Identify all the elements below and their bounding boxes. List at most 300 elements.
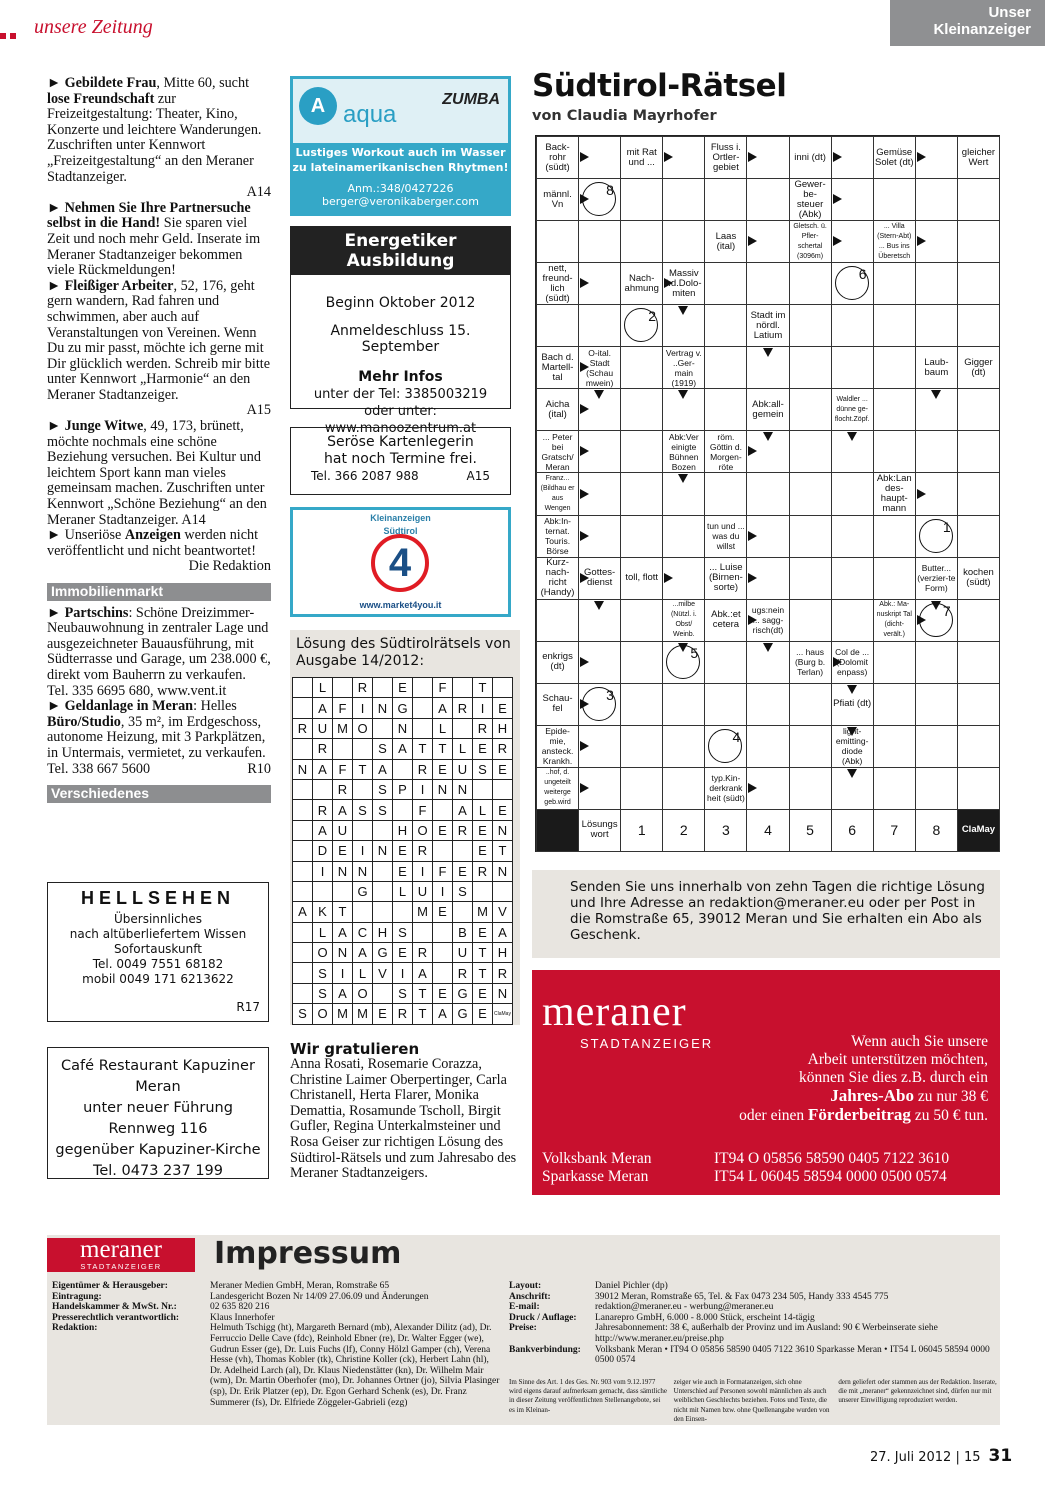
solution-cell: T	[353, 759, 373, 779]
abo-bold: Förderbeitrag	[808, 1105, 911, 1124]
solution-cell: E	[333, 841, 353, 861]
puzzle-credit: ClaMay	[957, 809, 1000, 852]
clue-cell: Nach-ahmung	[620, 262, 663, 305]
solution-cell: N	[333, 861, 353, 881]
answer-cell[interactable]	[873, 557, 916, 600]
clue-cell: tun und ... was du willst	[704, 515, 747, 558]
answer-cell[interactable]	[620, 388, 663, 431]
answer-cell[interactable]	[789, 515, 832, 558]
arrow-right-icon	[748, 573, 757, 583]
arrow-right-icon	[748, 152, 757, 162]
answer-cell[interactable]	[873, 725, 916, 768]
kapuziner-line: gegenüber Kapuziner-Kirche	[55, 1142, 261, 1158]
arrow-down-icon	[763, 643, 773, 652]
clue-cell: Abk:In-ternat. Touris. Börse	[536, 515, 579, 558]
answer-cell[interactable]	[620, 430, 663, 473]
impressum-row	[52, 1302, 502, 1313]
clue-cell: ... Luise (Birnen-sorte)	[704, 557, 747, 600]
answer-cell[interactable]	[746, 178, 789, 221]
hellsehen-ad	[47, 882, 269, 1022]
solution-cell	[333, 739, 353, 759]
answer-cell[interactable]	[536, 220, 579, 263]
impressum-row	[509, 1345, 997, 1366]
solution-cell: N	[293, 759, 313, 779]
solution-cell: R	[313, 739, 333, 759]
answer-cell[interactable]	[620, 683, 663, 726]
answer-cell[interactable]	[831, 557, 874, 600]
solution-cell: E	[473, 922, 493, 942]
answer-cell[interactable]	[873, 388, 916, 431]
answer-cell[interactable]	[957, 767, 1000, 810]
impressum-row	[509, 1313, 997, 1324]
answer-cell[interactable]	[831, 472, 874, 515]
answer-cell[interactable]	[831, 304, 874, 347]
answer-cell[interactable]	[746, 725, 789, 768]
solution-cell: R	[413, 841, 433, 861]
answer-cell[interactable]	[662, 515, 705, 558]
header-dots	[0, 26, 24, 32]
answer-cell[interactable]	[957, 388, 1000, 431]
ad-gebildete-frau: ► Gebildete Frau, Mitte 60, sucht lose Freundschaft zur Freizeitgestaltung: Theater, Kino, Konzerte und leichtere Wanderungen. Zuschriften unter Kennwort „Freizeitgestaltung“ an den Meraner Stadtanzeiger. A14	[47, 75, 271, 201]
solution-cell: S	[373, 739, 393, 759]
answer-cell[interactable]	[873, 430, 916, 473]
arrow-right-icon	[917, 489, 926, 499]
solution-cell: U	[313, 718, 333, 738]
solution-row	[293, 820, 513, 840]
solution-cell	[293, 922, 313, 942]
answer-cell[interactable]	[536, 304, 579, 347]
solution-cell	[353, 902, 373, 922]
answer-cell[interactable]	[957, 178, 1000, 221]
clue-cell: Back-rohr (südt)	[536, 136, 579, 179]
ad-notice: ► Unseriöse Anzeigen werden nicht veröffentlicht und nicht beantwortet! Die Redaktion	[47, 527, 271, 575]
answer-cell[interactable]	[620, 725, 663, 768]
arrow-right-icon	[748, 446, 757, 456]
answer-cell[interactable]	[746, 683, 789, 726]
answer-cell[interactable]	[915, 178, 958, 221]
impressum-left	[52, 1281, 502, 1408]
solution-cell: S	[393, 922, 413, 942]
solution-cell: A	[453, 800, 473, 820]
answer-cell[interactable]	[578, 304, 621, 347]
answer-cell[interactable]	[746, 262, 789, 305]
answer-cell[interactable]	[704, 178, 747, 221]
ad-text: , 52, 176, geht gern wandern, Rad fahren und schwimmen, aber auch auf Veranstaltungen von Vereinen. Wenn Du zu mir passt, möchte ich gerne mit Dir glücklich werden. Schreib mir bitte unter Kennwort „Harmonie“ an den Meraner Stadtanzeiger.	[47, 277, 270, 403]
hellsehen-line: Sofortauskunft	[114, 942, 202, 956]
ad-title: Fleißiger Arbeiter	[64, 277, 174, 294]
impressum-key: Redaktion:	[52, 1323, 98, 1334]
answer-cell[interactable]	[915, 430, 958, 473]
ad-text: Unseriöse	[64, 527, 125, 544]
karten-line: hat noch Termine frei.	[324, 451, 477, 467]
answer-cell[interactable]	[662, 178, 705, 221]
solution-cell	[373, 820, 393, 840]
answer-cell[interactable]	[746, 472, 789, 515]
impressum-logo-text: meraner	[80, 1236, 162, 1263]
clue-cell: männl. Vn	[536, 178, 579, 221]
clue-cell: Abk:Lan des-haupt-mann	[873, 472, 916, 515]
solution-cell	[393, 759, 413, 779]
solution-cell	[293, 943, 313, 963]
answer-cell[interactable]	[789, 388, 832, 431]
solution-cell	[433, 800, 453, 820]
answer-cell[interactable]	[704, 262, 747, 305]
solution-cell: N	[373, 841, 393, 861]
ad-tel: Tel. 335 6695 680, www.vent.it	[47, 682, 227, 699]
solution-number: 6	[831, 809, 874, 852]
answer-cell[interactable]	[873, 346, 916, 389]
solution-cell: E	[373, 1004, 393, 1024]
kapuziner-line: Rennweg 116	[108, 1121, 208, 1137]
answer-cell[interactable]	[789, 304, 832, 347]
solution-cell: K	[313, 902, 333, 922]
solution-cell	[293, 983, 313, 1003]
solution-number: 3	[704, 809, 747, 852]
answer-cell[interactable]	[789, 767, 832, 810]
solution-cell: I	[333, 963, 353, 983]
answer-cell[interactable]	[915, 304, 958, 347]
answer-cell[interactable]	[620, 220, 663, 263]
clue-cell: toll, flott	[620, 557, 663, 600]
solution-grid	[292, 677, 513, 1025]
solution-cell	[433, 963, 453, 983]
answer-cell[interactable]	[831, 599, 874, 642]
arrow-down-icon	[847, 432, 857, 441]
answer-cell[interactable]	[789, 262, 832, 305]
solution-cell: A	[333, 983, 353, 1003]
impressum-row	[509, 1302, 997, 1313]
impressum-row	[509, 1292, 997, 1303]
solution-cell	[433, 841, 453, 861]
answer-cell[interactable]	[704, 472, 747, 515]
arrow-down-icon	[763, 432, 773, 441]
solution-cell: T	[473, 963, 493, 983]
arrow-right-icon	[833, 194, 842, 204]
ad-bold: Büro/Studio	[47, 713, 121, 730]
solution-cell: U	[413, 881, 433, 901]
impressum-key: Handelskammer & MwSt. Nr.:	[52, 1302, 177, 1313]
solution-cell	[493, 678, 513, 698]
abo-line: zu 50 € tun.	[910, 1107, 988, 1124]
answer-cell[interactable]	[789, 472, 832, 515]
clue-cell: ...milbe (Nützl. i. Obst/ Weinb.	[662, 599, 705, 642]
solution-cell	[413, 678, 433, 698]
arrow-down-icon	[678, 306, 688, 315]
solution-cell: E	[453, 861, 473, 881]
solution-cell: U	[453, 759, 473, 779]
impressum-value: Lanarepro GmbH, 6.000 - 8.000 Stück, erscheint 14-tägig	[595, 1312, 815, 1323]
solution-number: 1	[620, 809, 663, 852]
answer-cell[interactable]	[620, 599, 663, 642]
solution-cell: A	[433, 1004, 453, 1024]
solution-row	[293, 983, 513, 1003]
clue-cell: O-ital. Stadt (Schau mwein)	[578, 346, 621, 389]
arrow-right-icon	[748, 531, 757, 541]
solution-cell	[473, 779, 493, 799]
answer-cell[interactable]	[620, 767, 663, 810]
solution-cell	[293, 820, 313, 840]
solution-marker-number: 5	[690, 644, 699, 661]
solution-cell: L	[433, 718, 453, 738]
clue-cell: ..hof, d. ungeteilt weiterge geb.wird	[536, 767, 579, 810]
solution-marker-number: 2	[648, 308, 657, 325]
solution-cell: O	[313, 1004, 333, 1024]
solution-cell: L	[313, 922, 333, 942]
solution-cell: F	[433, 678, 453, 698]
answer-cell[interactable]	[789, 430, 832, 473]
answer-cell[interactable]	[662, 683, 705, 726]
solution-row	[293, 800, 513, 820]
ad-title: Partschins	[64, 604, 129, 621]
impressum-value: Daniel Pichler (dp)	[595, 1281, 668, 1291]
answer-cell[interactable]	[957, 220, 1000, 263]
impressum-row	[509, 1281, 997, 1292]
solution-cell: F	[433, 861, 453, 881]
clue-cell: Stadt im nördl. Latium	[746, 304, 789, 347]
solution-cell: A	[333, 800, 353, 820]
arrow-down-icon	[931, 390, 941, 399]
solution-cell: E	[433, 759, 453, 779]
ad-code: A14	[246, 184, 271, 201]
abo-line: zu nur 38 €	[913, 1088, 988, 1105]
solution-cell: E	[393, 943, 413, 963]
answer-cell[interactable]	[789, 346, 832, 389]
solution-row	[293, 881, 513, 901]
impressum-row	[509, 1323, 997, 1344]
solution-cell: N	[433, 779, 453, 799]
solution-cell: E	[473, 841, 493, 861]
answer-cell[interactable]	[620, 515, 663, 558]
answer-cell[interactable]	[873, 262, 916, 305]
abo-line: Wenn auch Sie unsere	[851, 1033, 988, 1050]
answer-cell[interactable]	[873, 178, 916, 221]
answer-cell[interactable]	[957, 725, 1000, 768]
clue-cell: Gottes-dienst	[578, 557, 621, 600]
clue-cell: Gewer-be-steuer (Abk)	[789, 178, 832, 221]
solution-cell: A	[413, 963, 433, 983]
section-tag-line1: Unser	[988, 4, 1031, 21]
solution-cell: M	[473, 902, 493, 922]
solution-cell: F	[333, 759, 353, 779]
clue-cell: Waldler ... dünne ge-flocht.Zöpf.	[831, 388, 874, 431]
aqua-zumba-ad	[290, 76, 511, 216]
solution-cell: P	[393, 779, 413, 799]
solution-cell: F	[413, 800, 433, 820]
arrow-right-icon	[748, 615, 757, 625]
solution-cell	[353, 820, 373, 840]
ad-text: zur Freizeitgestaltung: Theater, Kino, Konzerte und leichtere Wanderungen. Zuschriften unter Kennwort „Freizeitgestaltung“ an den Meraner Stadtanzeiger.	[47, 90, 262, 185]
ad-geldanlage: ► Geldanlage in Meran: Helles Büro/Studio, 35 m², im Erdgeschoss, autonome Heizung, mit 3 Parkplätzen, in Untermais, vermietet, zu verkaufen. Tel. 338 667 5600 R10	[47, 698, 271, 777]
answer-cell[interactable]	[957, 304, 1000, 347]
solution-cell: H	[493, 718, 513, 738]
clue-cell: ... Villa (Stern-Abt) ... Bus ins Überetsch	[873, 220, 916, 263]
arrow-down-icon	[847, 769, 857, 778]
impressum-value: Volksbank Meran • IT94 O 05856 58590 0405 7122 3610 Sparkasse Meran • IT54 L 06045 58594 0000 0500 0574	[595, 1344, 990, 1366]
solution-cell: H	[373, 922, 393, 942]
answer-cell[interactable]	[915, 725, 958, 768]
solution-cell: T	[413, 1004, 433, 1024]
market-top: Kleinanzeigen	[370, 513, 431, 523]
answer-cell[interactable]	[957, 683, 1000, 726]
puzzle-dark-cell	[536, 809, 579, 852]
market-logo: 4	[371, 534, 429, 592]
answer-cell[interactable]	[957, 599, 1000, 642]
answer-cell[interactable]	[789, 557, 832, 600]
answer-cell[interactable]	[957, 472, 1000, 515]
answer-cell[interactable]	[620, 178, 663, 221]
answer-cell[interactable]	[704, 346, 747, 389]
aqua-logo-area	[293, 79, 508, 143]
solution-cell: S	[313, 963, 333, 983]
ad-text: , 49, 173, brünett, möchte nochmals eine schöne Beziehung versuchen. Bei Kultur und leichtem Sport kann man vieles gemeinsam machen. Zuschriften unter Kennwort „Schöne Beziehung“ an den Meraner Stadtanzeiger.	[47, 418, 267, 528]
answer-cell[interactable]	[578, 220, 621, 263]
impressum-key: Druck / Auflage:	[509, 1312, 577, 1323]
impressum-title: Impressum	[214, 1236, 402, 1271]
hellsehen-code: R17	[236, 1000, 260, 1014]
gratulation-title: Wir gratulieren	[290, 1040, 420, 1058]
answer-cell[interactable]	[662, 725, 705, 768]
aqua-logo-icon: A	[299, 87, 337, 125]
answer-cell[interactable]	[662, 220, 705, 263]
answer-cell[interactable]	[704, 388, 747, 431]
clue-cell: Abk:all-gemein	[746, 388, 789, 431]
solution-number: 7	[873, 809, 916, 852]
arrow-right-icon	[580, 152, 589, 162]
arrow-right-icon	[664, 573, 673, 583]
clue-cell: Fluss i. Ortler-gebiet	[704, 136, 747, 179]
answer-cell[interactable]	[873, 515, 916, 558]
answer-cell[interactable]	[957, 515, 1000, 558]
answer-cell[interactable]	[662, 767, 705, 810]
clue-cell: Col de ... (Dolomit enpass)	[831, 641, 874, 684]
answer-cell[interactable]	[957, 641, 1000, 684]
solution-cell: H	[393, 820, 413, 840]
impressum-foot-col: Im Sinne des Art. 1 des Ges. Nr. 903 vom 9.12.1977 wird eigens darauf aufmerksam gemacht, dass sämtliche in dieser Zeitung veröffentlichten Stellenangebote, sei es im Kleinan-	[509, 1378, 668, 1414]
ad-title: Geldanlage in Meran	[64, 698, 194, 715]
answer-cell[interactable]	[915, 683, 958, 726]
solution-cell: R	[453, 963, 473, 983]
solution-cell: A	[333, 922, 353, 942]
solution-cell	[393, 902, 413, 922]
answer-cell[interactable]	[873, 683, 916, 726]
kapuziner-ad	[47, 1047, 269, 1179]
solution-cell: R	[313, 800, 333, 820]
clue-cell: Abk:Ver einigte Bühnen Bozen	[662, 430, 705, 473]
answer-cell[interactable]	[536, 599, 579, 642]
solution-cell	[393, 800, 413, 820]
answer-cell[interactable]	[704, 683, 747, 726]
kapuziner-line: Café Restaurant Kapuziner Meran	[61, 1058, 255, 1095]
answer-cell[interactable]	[915, 641, 958, 684]
solution-cell	[473, 881, 493, 901]
solution-cell: I	[433, 881, 453, 901]
ad-text: , Mitte 60, sucht	[156, 75, 250, 91]
clue-cell: ... Peter bei Gratsch/ Meran	[536, 430, 579, 473]
solution-cell: M	[333, 718, 353, 738]
clue-cell: Schau-fel	[536, 683, 579, 726]
clue-cell: nett, freund-lich (südt)	[536, 262, 579, 305]
solution-cell: H	[493, 943, 513, 963]
solution-cell: R	[453, 820, 473, 840]
answer-cell[interactable]	[789, 599, 832, 642]
solution-cell: R	[413, 943, 433, 963]
solution-cell: S	[453, 881, 473, 901]
solution-cell: I	[413, 861, 433, 881]
ad-text: : Schöne Dreizimmer-Neubauwohnung in zentraler Lage und ausgezeichneter Bauausführung, mit Südterrasse und Garage, um 238.000 €, direkt vom Bauherrn zu verkaufen.	[47, 604, 271, 683]
answer-cell[interactable]	[620, 641, 663, 684]
answer-cell[interactable]	[915, 767, 958, 810]
solution-marker-number: 7	[942, 602, 951, 619]
solution-marker-number: 1	[942, 518, 951, 535]
solution-cell: O	[313, 943, 333, 963]
section-tag-line2: Kleinanzeiger	[933, 21, 1031, 38]
solution-row	[293, 943, 513, 963]
clue-cell: Epide-mie, ansteck. Krankh.	[536, 725, 579, 768]
answer-cell[interactable]	[873, 767, 916, 810]
solution-cell: A	[353, 943, 373, 963]
solution-cell	[453, 718, 473, 738]
impressum-key: E-mail:	[509, 1302, 540, 1313]
solution-cell: R	[353, 678, 373, 698]
answer-cell[interactable]	[704, 641, 747, 684]
kapuziner-tel: Tel. 0473 237 199	[92, 1163, 224, 1179]
clue-cell: Kurz-nach-richt (Handy)	[536, 557, 579, 600]
arrow-down-icon	[763, 348, 773, 357]
solution-cell: G	[453, 1004, 473, 1024]
aqua-email: berger@veronikaberger.com	[322, 195, 479, 208]
answer-cell[interactable]	[831, 346, 874, 389]
answer-cell[interactable]	[957, 262, 1000, 305]
clue-cell: enkrigs (dt)	[536, 641, 579, 684]
arrow-down-icon	[847, 727, 857, 736]
solution-cell: E	[393, 861, 413, 881]
impressum-key: Eigentümer & Herausgeber:	[52, 1281, 168, 1291]
impressum-row	[52, 1281, 502, 1292]
answer-cell[interactable]	[789, 725, 832, 768]
answer-cell[interactable]	[915, 262, 958, 305]
iban: IT94 O 05856 58590 0405 7122 3610	[714, 1150, 950, 1167]
solution-cell: E	[393, 678, 413, 698]
solution-cell: O	[353, 983, 373, 1003]
answer-cell[interactable]	[873, 304, 916, 347]
answer-cell[interactable]	[789, 683, 832, 726]
answer-cell[interactable]	[831, 515, 874, 558]
impressum-value: Klaus Innerhofer	[210, 1312, 275, 1323]
solution-marker-number: 3	[606, 686, 614, 703]
solution-cell: O	[353, 718, 373, 738]
answer-cell[interactable]	[620, 472, 663, 515]
impressum-key: Presserechtlich verantwortlich:	[52, 1312, 180, 1323]
solution-cell: T	[413, 739, 433, 759]
solution-cell: M	[333, 1004, 353, 1024]
ad-code: R10	[247, 760, 271, 777]
answer-cell[interactable]	[873, 641, 916, 684]
answer-cell[interactable]	[620, 346, 663, 389]
solution-cell: E	[493, 698, 513, 718]
answer-cell[interactable]	[704, 304, 747, 347]
solution-cell: R	[453, 698, 473, 718]
solution-cell: T	[413, 983, 433, 1003]
ad-text: , 35 m², im Erdgeschoss, autonome Heizung, mit 3 Parkplätzen, in Untermais, vermietet, zu verkaufen.	[47, 713, 266, 761]
clue-cell: Aicha (ital)	[536, 388, 579, 431]
solution-cell	[293, 881, 313, 901]
answer-cell[interactable]	[957, 430, 1000, 473]
arrow-right-icon	[580, 489, 589, 499]
impressum-logo	[47, 1238, 195, 1272]
solution-cell	[373, 983, 393, 1003]
ad-text: Sie sparen viel Zeit und noch mehr Geld. Inserate im Meraner Stadtanzeiger bekommen viele Rückmeldungen!	[47, 215, 261, 279]
hellsehen-line: Übersinnliches	[113, 912, 203, 926]
